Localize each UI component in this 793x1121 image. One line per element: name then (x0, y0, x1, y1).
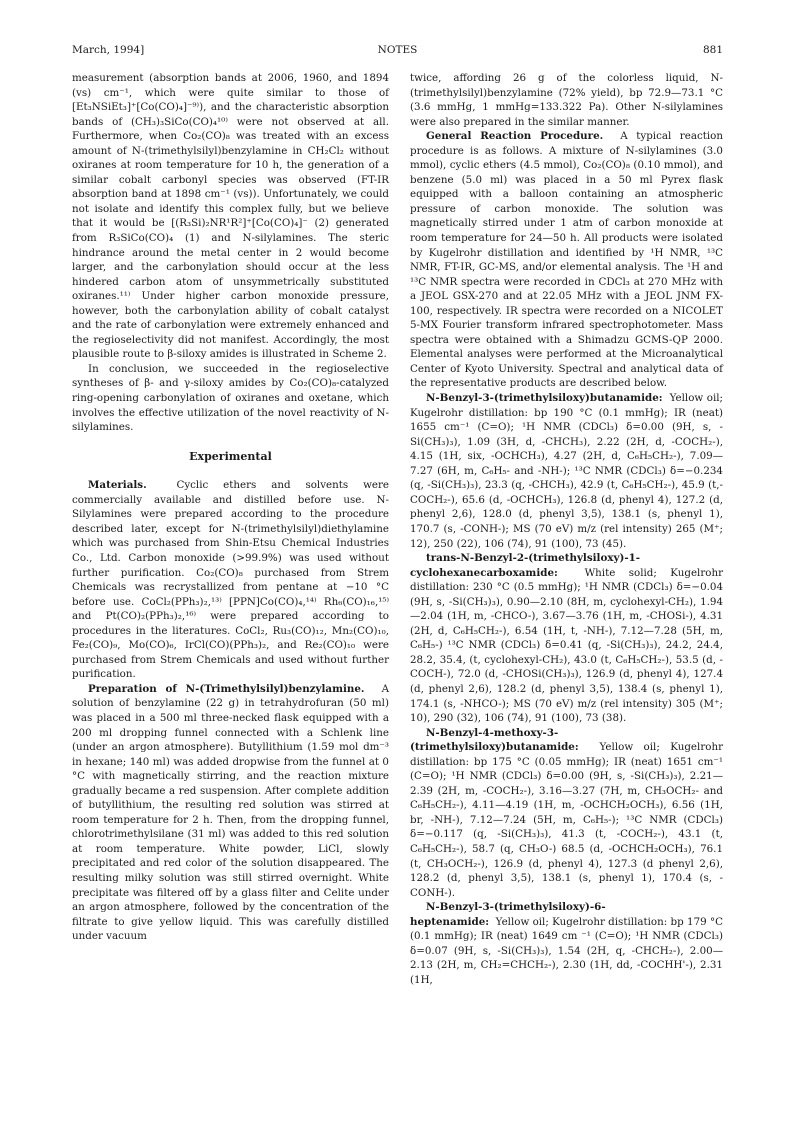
section-heading-experimental: Experimental (189, 449, 272, 463)
materials-heading: Materials. (88, 479, 147, 492)
preparation-text: A solution of benzylamine (22 g) in tetrahydrofuran (50 ml) was placed in a 500 ml three-necked flask equipped with a 200 ml dropping funnel connected with a Schlenk line (under an argon atmosphere). Butyllithium (1.59 mol dm⁻³ in hexane; 140 ml) was added dropwise from the funnel at 0 °C with magnetically stirring, and the reaction mixture gradually became a red suspension. After complete addition of butyllithium, the resulting red solution was stirred at room temperature for 2 h. Then, from the dropping funnel, chlorotrimethylsilane (31 ml) was added to this red solution at room temperature. White powder, LiCl, slowly precipitated and red color of the solution disappeared. The resulting milky solution was still stirred overnight. White precipitate was filtered off by a glass filter and Celite under an argon atmosphere, followed by the concentration of the filtrate to give yellow liquid. This was carefully distilled under vacuum (72, 682, 389, 943)
compound-entry (410, 551, 723, 726)
preparation-continued: twice, affording 26 g of the colorless liquid, N-(trimethylsilyl)benzylamine (72% yield), bp 72.9—73.1 °C (3.6 mmHg, 1 mmHg=133.322 Pa). Other N-silylamines were also prepared in the similar manner. (410, 72, 723, 128)
conclusion-paragraph: In conclusion, we succeeded in the regioselective syntheses of β- and γ-siloxy amides by Co₂(CO)₈-catalyzed ring-opening carbonylation of oxiranes and oxetane, which involves the effective utilization of the novel reactivity of N-silylamines. (72, 362, 389, 434)
preparation-paragraph (72, 682, 389, 944)
compound-data: Yellow oil; Kugelrohr distillation: bp 175 °C (0.05 mmHg); IR (neat) 1651 cm⁻¹ (C=O); ¹H NMR (CDCl₃) δ=0.00 (9H, s, -Si(CH₃)₃), 2.21—2.39 (2H, m, -COCH₂-), 3.16—3.27 (7H, m, CH₃OCH₂- and C₆H₅CH₂-), 4.11—4.19 (1H, m, -OCHCH₂OCH₃), 6.56 (1H, br, -NH-), 7.12—7.24 (5H, m, C₆H₅-); ¹³C NMR (CDCl₃) δ=−0.117 (q, -Si(CH₃)₃), 41.3 (t, -COCH₂-), 43.1 (t, C₆H₅CH₂-), 58.7 (q, CH₃O-) 68.5 (d, -OCHCH₂OCH₃), 76.1 (t, CH₃OCH₂-), 126.9 (d, phenyl 4), 127.3 (d phenyl 2,6), 128.2 (d, phenyl 3,5), 138.1 (s, phenyl 1), 170.4 (s, -CONH-). (410, 741, 723, 899)
compound-data: Yellow oil; Kugelrohr distillation: bp 190 °C (0.1 mmHg); IR (neat) 1655 cm⁻¹ (C=O); ¹H NMR (CDCl₃) δ=0.00 (9H, s, -Si(CH₃)₃), 1.09 (3H, d, -CHCH₃), 2.22 (2H, d, -COCH₂-), 4.15 (1H, six, -OCHCH₃), 4.27 (2H, d, C₆H₅CH₂-), 7.09—7.27 (6H, m, C₆H₅- and -NH-); ¹³C NMR (CDCl₃) δ=−0.234 (q, -Si(CH₃)₃), 23.3 (q, -CHCH₃), 42.9 (t, C₆H₅CH₂-), 45.9 (t,-COCH₂-), 65.6 (d, -OCHCH₃), 126.8 (d, phenyl 4), 127.2 (d, phenyl 2,6), 128.0 (d, phenyl 3,5), 138.1 (s, phenyl 1), 170.7 (s, -CONH-); MS (70 eV) m/z (rel intensity) 265 (M⁺; 12), 250 (22), 106 (74), 91 (100), 73 (45). (410, 392, 724, 550)
header-date: March, 1994] (72, 44, 145, 56)
general-procedure-text: A typical reaction procedure is as follows. A mixture of N-silylamines (3.0 mmol), cyclic ethers (4.5 mmol), Co₂(CO)₈ (0.10 mmol), and benzene (5.0 ml) was placed in a 50 ml Pyrex flask equipped with a balloon containing an atmospheric pressure of carbon monoxide. The solution was magnetically stirred under 1 atm of carbon monoxide at room temperature for 24—50 h. All products were isolated by Kugelrohr distillation and identified by ¹H NMR, ¹³C NMR, FT-IR, GC-MS, and/or elemental analysis. The ¹H and ¹³C NMR spectra were recorded in CDCl₃ at 270 MHz with a JEOL GSX-270 and at 22.05 MHz with a JEOL JNM FX-100, respectively. IR spectra were recorded on a NICOLET 5-MX Fourier transform infrared spectrophotometer. Mass spectra were obtained with a Shimadzu GCMS-QP 2000. Elemental analyses were performed at the Microanalytical Center of Kyoto University. Spectral and analytical data of the representative products are described below. (410, 130, 723, 390)
general-procedure-paragraph (410, 129, 723, 391)
left-column (72, 71, 389, 944)
compound-entry (410, 900, 723, 987)
compound-data: White solid; Kugelrohr distillation: 230 °C (0.5 mmHg); ¹H NMR (CDCl₃) δ=−0.04 (9H, s, -Si(CH₃)₃), 0.90—2.10 (8H, m, cyclohexyl-CH₂), 1.94—2.04 (1H, m, -CHCO-), 3.67—3.76 (1H, m, -CHOSi-), 4.31 (2H, d, C₆H₅CH₂-), 6.54 (1H, t, -NH-), 7.12—7.28 (5H, m, C₆H₅-) ¹³C NMR (CDCl₃) δ=0.41 (q, -Si(CH₃)₃), 24.2, 24.4, 28.2, 35.4, (t, cyclohexyl-CH₂), 43.0 (t, C₆H₅CH₂-), 53.5 (d, -COCH-), 72.0 (d, -CHOSi(CH₃)₃), 126.9 (d, phenyl 4), 127.4 (d, phenyl 2,6), 128.2 (d, phenyl 3,5), 138.4 (s, phenyl 1), 174.1 (s, -NHCO-); MS (70 eV) m/z (rel intensity) 305 (M⁺; 10), 290 (32), 106 (74), 91 (100), 73 (38). (410, 566, 724, 725)
preparation-heading: Preparation of N-(Trimethylsilyl)benzylamine. (88, 682, 365, 695)
materials-text: Cyclic ethers and solvents were commercially available and distilled before use. N-Silylamines were prepared according to the procedure described later, except for N-(trimethylsilyl)diethylamine which was purchased from Shin-Etsu Chemical Industries Co., Ltd. Carbon monoxide (>99.9%) was used without further purification. Co₂(CO)₈ purchased from Strem Chemicals was recrystallized from pentane at −10 °C before use. CoCl₂(PPh₃)₂,¹³⁾ [PPN]Co(CO)₄,¹⁴⁾ Rh₆(CO)₁₆,¹⁵⁾ and Pt(CO)₂(PPh₃)₂,¹⁶⁾ were prepared according to procedures in the literatures. CoCl₂, Ru₃(CO)₁₂, Mn₂(CO)₁₀, Fe₂(CO)₉, Mo(CO)₆, IrCl(CO)(PPh₃)₂, and Re₂(CO)₁₀ were purchased from Strem Chemicals and used without further purification. (72, 479, 389, 681)
right-column (410, 71, 723, 987)
discussion-paragraph: measurement (absorption bands at 2006, 1960, and 1894 (vs) cm⁻¹, which were quite similar to those of [Et₃NSiEt₃]⁺[Co(CO)₄]⁻⁹⁾), and the characteristic absorption bands of (CH₃)₃SiCo(CO)₄¹⁰⁾ were not observed at all. Furthermore, when Co₂(CO)₈ was treated with an excess amount of N-(trimethylsilyl)benzylamine in CH₂Cl₂ without oxiranes at room temperature for 10 h, the generation of a similar cobalt carbonyl species was observed (FT-IR absorption band at 1898 cm⁻¹ (vs)). Unfortunately, we could not isolate and identify this complex fully, but we believe that it would be [(R₃Si)₂NR¹R²]⁺[Co(CO)₄]⁻ (2) generated from R₃SiCo(CO)₄ (1) and N-silylamines. The steric hindrance around the metal center in 2 would become larger, and the carbonylation should occur at the less hindered carbon atom of unsymmetrically substituted oxiranes.¹¹⁾ Under higher carbon monoxide pressure, however, both the carbonylation ability of cobalt catalyst and the rate of carbonylation were extremely enhanced and the regioselectivity did not manifest. Accordingly, the most plausible route to β-siloxy amides is illustrated in Scheme 2. (72, 72, 389, 361)
compound-name: N-Benzyl-4-methoxy-3-(trimethylsiloxy)butanamide: (410, 726, 579, 754)
compound-name: N-Benzyl-3-(trimethylsiloxy)-6-heptenamide: (410, 901, 606, 928)
compound-name: trans-N-Benzyl-2-(trimethylsiloxy)-1-cyclohexanecarboxamide: (410, 552, 641, 579)
general-procedure-heading: General Reaction Procedure. (426, 130, 604, 143)
compound-entry (410, 726, 723, 901)
page-number: 881 (702, 44, 723, 56)
compound-data: Yellow oil; Kugelrohr distillation: bp 179 °C (0.1 mmHg); IR (neat) 1649 cm ⁻¹ (C=O); ¹H NMR (CDCl₃) δ=0.07 (9H, s, -Si(CH₃)₃), 1.54 (2H, q, -CHCH₂-), 2.00—2.13 (2H, m, CH₂=CHCH₂-), 2.30 (1H, dd, -COCHH'-), 2.31 (1H, (410, 915, 723, 986)
compound-name: N-Benzyl-3-(trimethylsiloxy)butanamide: (426, 392, 663, 405)
running-header (72, 44, 723, 60)
header-section: NOTES (377, 44, 418, 56)
compound-entry (410, 391, 723, 551)
materials-paragraph (72, 478, 389, 682)
